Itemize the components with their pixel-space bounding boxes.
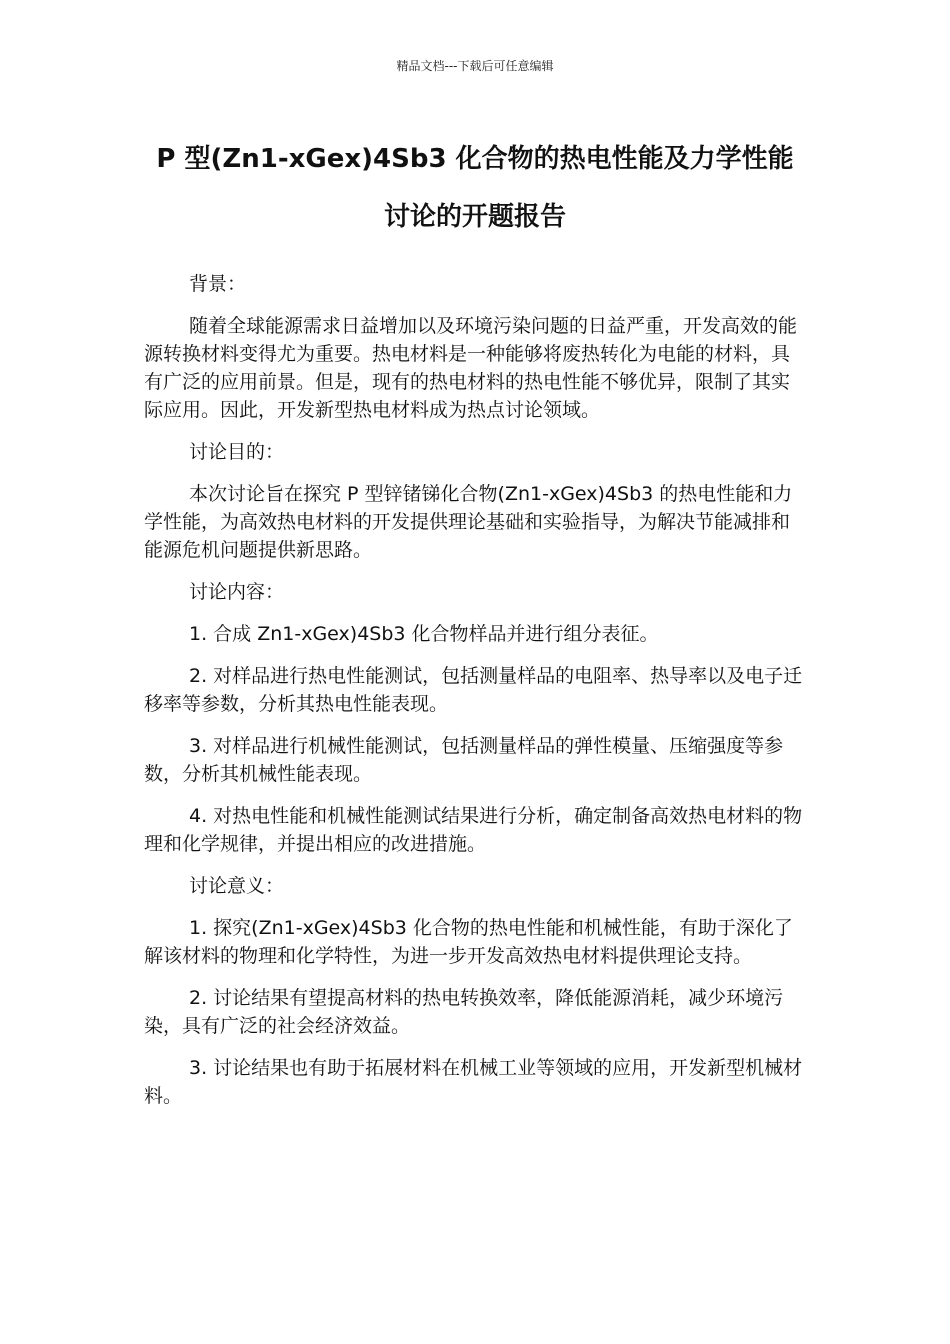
content-item: 1. 合成 Zn1-xGex)4Sb3 化合物样品并进行组分表征。	[189, 623, 659, 645]
purpose-heading: 讨论目的：	[189, 441, 285, 463]
content-heading: 讨论内容：	[189, 581, 285, 603]
content-item: 3. 对样品进行机械性能测试，包括测量样品的弹性模量、压缩强度等参数，分析其机械性能表现。	[144, 735, 784, 785]
purpose-paragraph: 本次讨论旨在探究 P 型锌锗锑化合物(Zn1-xGex)4Sb3 的热电性能和力学性能，为高效热电材料的开发提供理论基础和实验指导，为解决节能减排和能源危机问题提供新思路。	[144, 483, 793, 561]
document-title	[120, 130, 830, 246]
document-body	[144, 270, 806, 1124]
content-item: 4. 对热电性能和机械性能测试结果进行分析，确定制备高效热电材料的物理和化学规律，并提出相应的改进措施。	[144, 805, 803, 855]
content-item: 2. 对样品进行热电性能测试，包括测量样品的电阻率、热导率以及电子迁移率等参数，分析其热电性能表现。	[144, 665, 803, 715]
background-heading: 背景：	[189, 273, 247, 295]
significance-item: 2. 讨论结果有望提高材料的热电转换效率，降低能源消耗，减少环境污染，具有广泛的社会经济效益。	[144, 987, 784, 1037]
title-line-2: 讨论的开题报告	[383, 202, 566, 232]
background-paragraph: 随着全球能源需求日益增加以及环境污染问题的日益严重，开发高效的能源转换材料变得尤为重要。热电材料是一种能够将废热转化为电能的材料，具有广泛的应用前景。但是，现有的热电材料的热电性能不够优异，限制了其实际应用。因此，开发新型热电材料成为热点讨论领域。	[144, 315, 798, 421]
title-line-1: P 型(Zn1-xGex)4Sb3 化合物的热电性能及力学性能	[156, 144, 794, 174]
significance-item: 3. 讨论结果也有助于拓展材料在机械工业等领域的应用，开发新型机械材料。	[144, 1057, 803, 1107]
header-note: 精品文档---下载后可任意编辑	[396, 59, 554, 73]
significance-item: 1. 探究(Zn1-xGex)4Sb3 化合物的热电性能和机械性能，有助于深化了解该材料的物理和化学特性，为进一步开发高效热电材料提供理论支持。	[144, 917, 793, 967]
significance-heading: 讨论意义：	[189, 875, 285, 897]
